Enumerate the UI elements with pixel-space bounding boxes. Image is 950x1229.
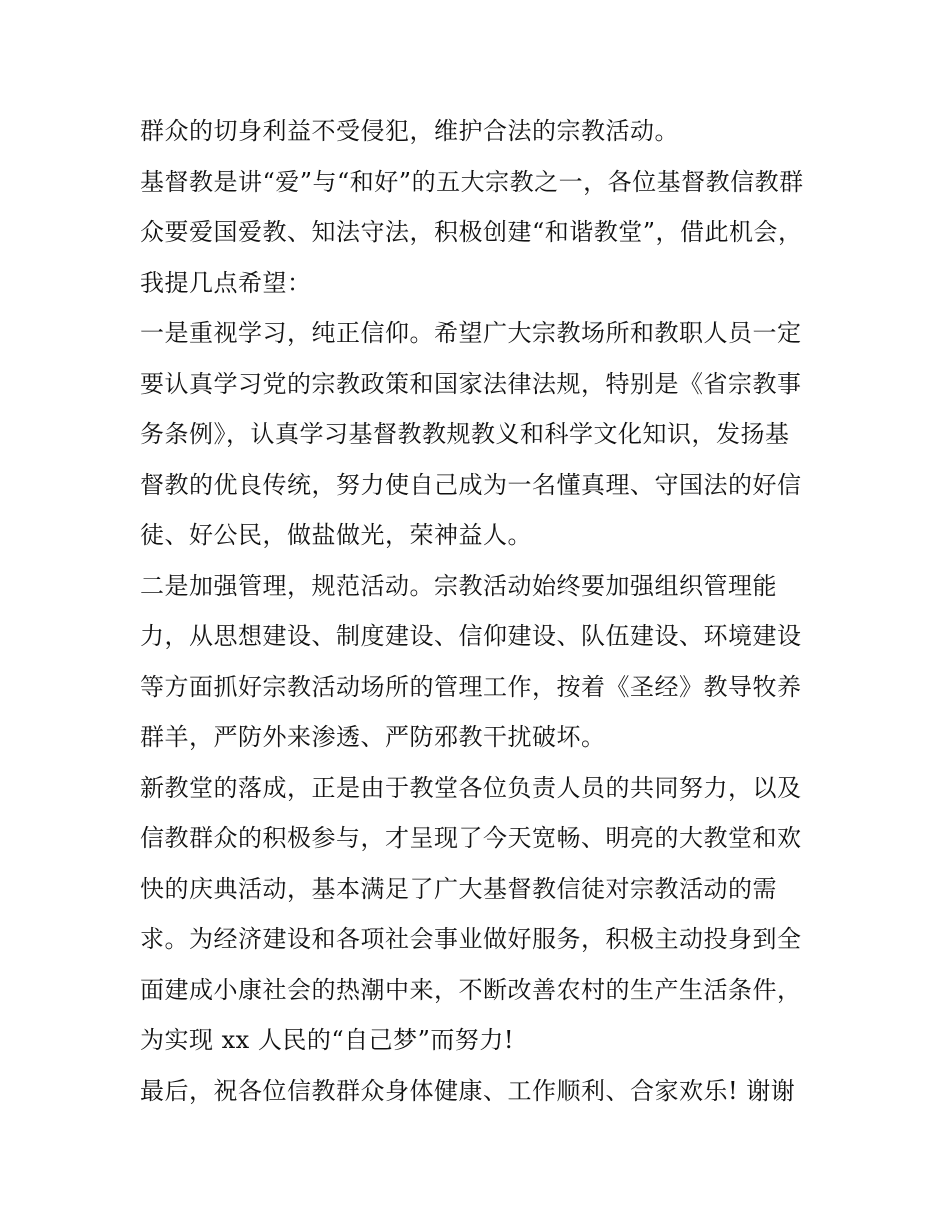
text-line: 督教的优良传统，努力使自己成为一名懂真理、守国法的好信 xyxy=(140,470,802,499)
text-line: 等方面抓好宗教活动场所的管理工作，按着《圣经》教导牧养 xyxy=(140,672,802,701)
text-line: 徒、好公民，做盐做光，荣神益人。 xyxy=(140,521,532,549)
text-line: 二是加强管理，规范活动。宗教活动始终要加强组织管理能 xyxy=(140,571,777,600)
text-line: 求。为经济建设和各项社会事业做好服务，积极主动投身到全 xyxy=(140,925,802,953)
text-line: 最后，祝各位信教群众身体健康、工作顺利、合家欢乐! 谢谢 xyxy=(140,1076,796,1105)
text-line: 群羊，严防外来渗透、严防邪教干扰破坏。 xyxy=(140,723,606,751)
text-line: 新教堂的落成，正是由于教堂各位负责人员的共同努力，以及 xyxy=(140,773,802,802)
text-line: 信教群众的积极参与，才呈现了今天宽畅、明亮的大教堂和欢 xyxy=(140,824,802,852)
text-line: 一是重视学习，纯正信仰。希望广大宗教场所和教职人员一定 xyxy=(140,319,802,347)
text-line: 众要爱国爱教、知法守法，积极创建“和谐教堂”，借此机会， xyxy=(140,218,803,246)
text-line: 群众的切身利益不受侵犯，维护合法的宗教活动。 xyxy=(140,117,679,145)
text-line: 基督教是讲“爱”与“和好”的五大宗教之一，各位基督教信教群 xyxy=(140,167,804,196)
text-line: 务条例》，认真学习基督教教规教义和科学文化知识，发扬基 xyxy=(140,420,790,448)
text-line: 我提几点希望： xyxy=(140,268,312,297)
document-body xyxy=(140,106,820,1116)
text-line: 快的庆典活动，基本满足了广大基督教信徒对宗教活动的需 xyxy=(140,874,777,903)
text-line: 要认真学习党的宗教政策和国家法律法规，特别是《省宗教事 xyxy=(140,369,802,398)
text-line: 面建成小康社会的热潮中来，不断改善农村的生产生活条件， xyxy=(140,975,802,1004)
text-line: 为实现 xx 人民的“自己梦”而努力! xyxy=(140,1026,515,1054)
text-line: 力，从思想建设、制度建设、信仰建设、队伍建设、环境建设 xyxy=(140,622,802,650)
